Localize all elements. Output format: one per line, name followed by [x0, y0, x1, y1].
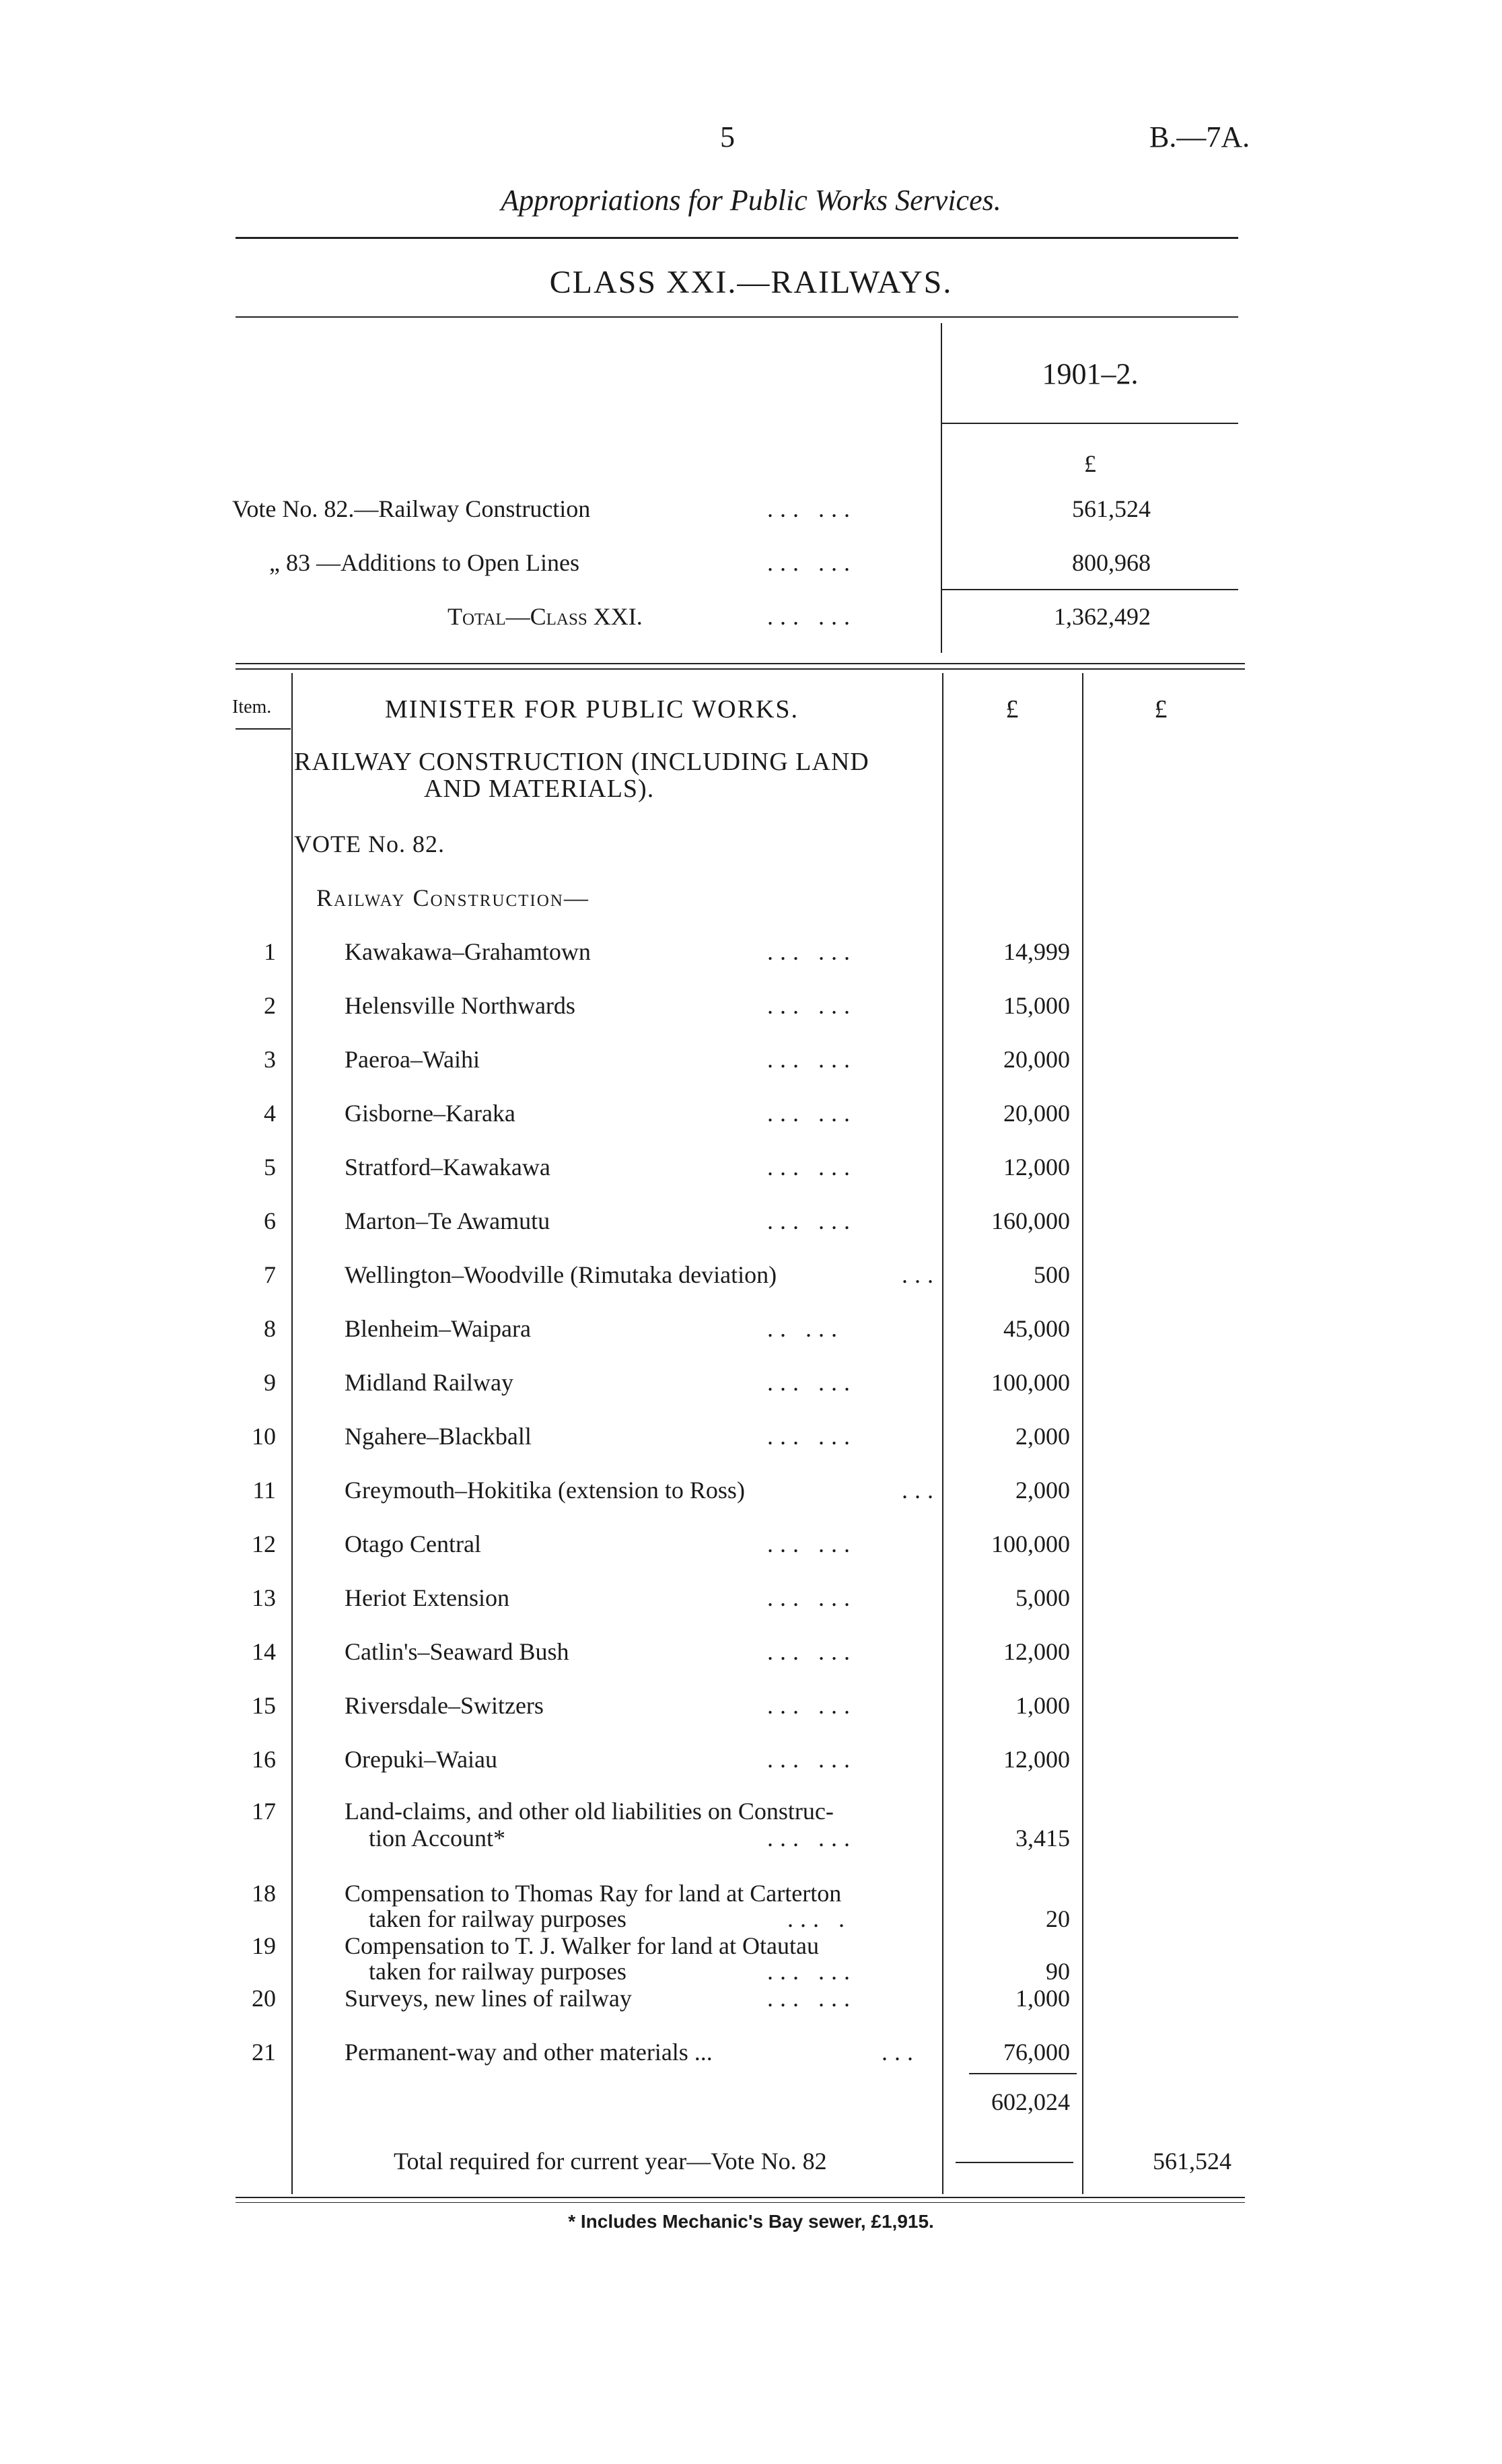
item-label: Stratford–Kawakawa [345, 1154, 550, 1181]
total-column-divider [1082, 673, 1083, 2194]
document-reference: B.—7A. [1149, 120, 1250, 153]
item-label: Paeroa–Waihi [345, 1046, 480, 1073]
item-amount: 100,000 [991, 1369, 1070, 1396]
class-heading: CLASS XXI.—RAILWAYS. [549, 265, 953, 300]
top-rule [236, 237, 1238, 239]
item-label: Wellington–Woodville (Rimutaka deviation) [345, 1261, 777, 1288]
item-dots: ... ... [767, 1584, 857, 1611]
item-label-line-2: tion Account* [369, 1825, 505, 1852]
currency-column-2: £ [1154, 695, 1168, 724]
item-amount: 20 [1046, 1905, 1070, 1932]
class-rule [236, 316, 1238, 318]
summary-heading-rule [942, 423, 1238, 424]
item-amount: 45,000 [1003, 1315, 1070, 1342]
item-label: Helensville Northwards [345, 992, 575, 1019]
vote-total-amount: 561,524 [1153, 2148, 1231, 2175]
item-label-line-1: Land-claims, and other old liabilities on Construc- [345, 1798, 834, 1825]
item-number: 12 [252, 1530, 276, 1557]
item-number: 9 [264, 1369, 276, 1396]
item-amount: 1,000 [1015, 1692, 1070, 1719]
item-amount: 500 [1034, 1261, 1070, 1288]
minister-heading: MINISTER FOR PUBLIC WORKS. [385, 695, 799, 724]
page-number: 5 [720, 120, 735, 153]
vote-total-dash [956, 2162, 1073, 2163]
bottom-rule-bottom [236, 2202, 1245, 2203]
item-amount: 1,000 [1015, 1985, 1070, 2012]
item-number: 6 [264, 1207, 276, 1234]
page-title: Appropriations for Public Works Services. [501, 184, 1001, 217]
item-number: 2 [264, 992, 276, 1019]
item-dots: ... [882, 2039, 920, 2066]
item-number: 20 [252, 1985, 276, 2012]
section-double-rule-top [236, 663, 1245, 664]
item-label: Catlin's–Seaward Bush [345, 1638, 569, 1665]
bottom-rule-top [236, 2197, 1245, 2198]
item-dots: ... ... [767, 1958, 857, 1985]
item-amount: 14,999 [1003, 938, 1070, 965]
item-label: Permanent-way and other materials ... [345, 2039, 713, 2066]
item-dots: .. ... [767, 1315, 844, 1342]
item-amount: 76,000 [1003, 2039, 1070, 2066]
item-dots: ... [902, 1477, 940, 1504]
subtotal-rule [969, 2073, 1077, 2074]
item-dots: ... ... [767, 1985, 857, 2012]
section-title-line-1: RAILWAY CONSTRUCTION (INCLUDING LAND [294, 748, 869, 776]
item-label: Marton–Te Awamutu [345, 1207, 550, 1234]
item-label-line-2: taken for railway purposes [369, 1905, 627, 1932]
item-dots: ... ... [767, 1100, 857, 1127]
item-label: Midland Railway [345, 1369, 513, 1396]
item-dots: ... [902, 1261, 940, 1288]
summary-row-label: „ 83 —Additions to Open Lines [269, 549, 579, 576]
item-column-divider [291, 673, 293, 2194]
item-label-line-1: Compensation to Thomas Ray for land at Carterton [345, 1880, 842, 1907]
summary-row-dots: ... ... [767, 549, 857, 576]
item-amount: 12,000 [1003, 1638, 1070, 1665]
item-dots: ... . [787, 1905, 851, 1932]
section-double-rule-bottom [236, 668, 1245, 670]
summary-row-dots: ... ... [767, 495, 857, 522]
item-number: 8 [264, 1315, 276, 1342]
summary-row-amount: 561,524 [1072, 495, 1151, 522]
summary-total-dots: ... ... [767, 603, 857, 630]
item-label: Surveys, new lines of railway [345, 1985, 632, 2012]
item-dots: ... ... [767, 1046, 857, 1073]
item-label: Kawakawa–Grahamtown [345, 938, 591, 965]
item-label-line-2: taken for railway purposes [369, 1958, 627, 1985]
item-number: 10 [252, 1423, 276, 1450]
summary-row-label: Vote No. 82.—Railway Construction [232, 495, 591, 522]
item-dots: ... ... [767, 1825, 857, 1852]
footnote: * Includes Mechanic's Bay sewer, £1,915. [568, 2211, 934, 2232]
railway-construction-subheading: Railway Construction— [316, 884, 589, 911]
item-dots: ... ... [767, 1423, 857, 1450]
item-label: Orepuki–Waiau [345, 1746, 498, 1773]
item-amount: 3,415 [1015, 1825, 1070, 1852]
item-number: 19 [252, 1932, 276, 1959]
item-number: 4 [264, 1100, 276, 1127]
currency-column-1: £ [1005, 695, 1019, 724]
item-number: 16 [252, 1746, 276, 1773]
summary-row-amount: 800,968 [1072, 549, 1151, 576]
item-number: 11 [252, 1477, 276, 1504]
item-label: Heriot Extension [345, 1584, 509, 1611]
item-label: Blenheim–Waipara [345, 1315, 531, 1342]
item-number: 21 [252, 2039, 276, 2066]
item-label: Riversdale–Switzers [345, 1692, 544, 1719]
section-title-line-2: AND MATERIALS). [424, 775, 655, 803]
item-amount: 90 [1046, 1958, 1070, 1985]
vote-total-label: Total required for current year—Vote No. 82 [394, 2148, 827, 2175]
item-label: Greymouth–Hokitika (extension to Ross) [345, 1477, 745, 1504]
summary-currency: £ [1084, 450, 1096, 477]
item-dots: ... ... [767, 1746, 857, 1773]
item-dots: ... ... [767, 938, 857, 965]
item-amount: 2,000 [1015, 1477, 1070, 1504]
item-number: 5 [264, 1154, 276, 1181]
item-amount: 20,000 [1003, 1046, 1070, 1073]
item-dots: ... ... [767, 1207, 857, 1234]
summary-year-heading: 1901–2. [1042, 357, 1139, 390]
item-label: Ngahere–Blackball [345, 1423, 532, 1450]
item-dots: ... ... [767, 1154, 857, 1181]
item-label-line-1: Compensation to T. J. Walker for land at Otautau [345, 1932, 819, 1959]
item-dots: ... ... [767, 1369, 857, 1396]
item-number: 18 [252, 1880, 276, 1907]
item-amount: 100,000 [991, 1530, 1070, 1557]
item-number: 3 [264, 1046, 276, 1073]
item-number: 14 [252, 1638, 276, 1665]
item-column-header: Item. [232, 697, 272, 717]
item-dots: ... ... [767, 1530, 857, 1557]
item-amount: 12,000 [1003, 1154, 1070, 1181]
item-dots: ... ... [767, 1638, 857, 1665]
vote-heading: VOTE No. 82. [294, 831, 445, 857]
item-amount: 160,000 [991, 1207, 1070, 1234]
item-number: 7 [264, 1261, 276, 1288]
item-dots: ... ... [767, 1692, 857, 1719]
item-number: 15 [252, 1692, 276, 1719]
item-number: 17 [252, 1798, 276, 1825]
item-amount: 15,000 [1003, 992, 1070, 1019]
item-label: Gisborne–Karaka [345, 1100, 515, 1127]
item-amount: 2,000 [1015, 1423, 1070, 1450]
item-number: 1 [264, 938, 276, 965]
item-label: Otago Central [345, 1530, 481, 1557]
summary-total-amount: 1,362,492 [1054, 603, 1151, 630]
summary-total-rule [942, 589, 1238, 590]
subtotal-amount: 602,024 [991, 2088, 1070, 2115]
item-number: 13 [252, 1584, 276, 1611]
summary-total-label: Total—Class XXI. [448, 603, 643, 630]
item-amount: 5,000 [1015, 1584, 1070, 1611]
item-header-rule [236, 728, 291, 730]
item-amount: 12,000 [1003, 1746, 1070, 1773]
item-dots: ... ... [767, 992, 857, 1019]
item-amount: 20,000 [1003, 1100, 1070, 1127]
